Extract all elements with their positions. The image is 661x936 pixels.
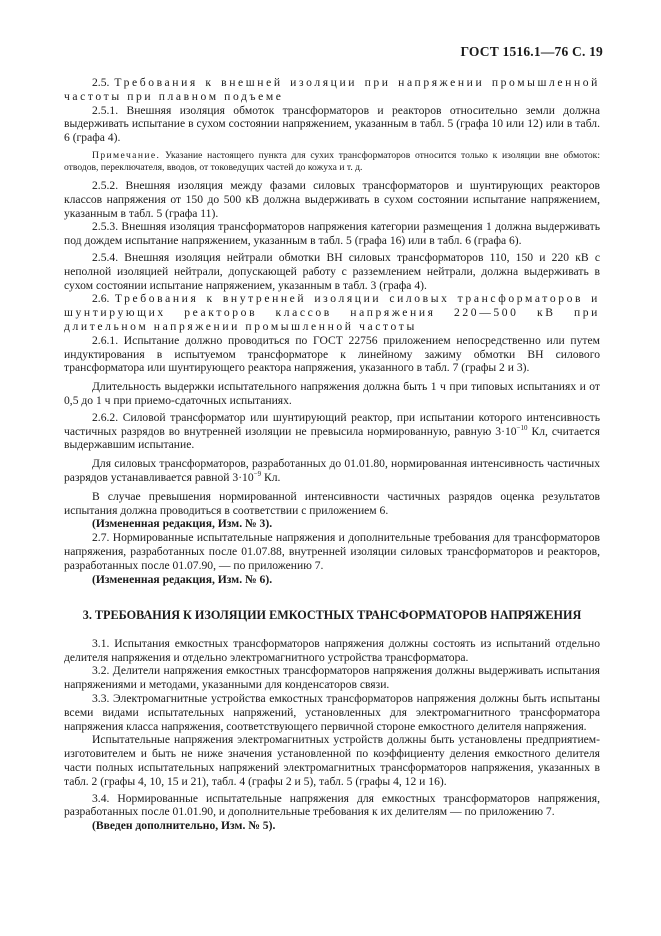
paragraph-2-7: 2.7. Нормированные испытательные напряжения и дополнительные требования для трансформаторов напряжения, разработанных после 01.07.88, внутренней изоляции силовых трансформаторов и реакторов, разработанных после 01.07.90, — по приложению 7. (64, 531, 600, 572)
text-part: Для силовых трансформаторов, разработанных до 01.01.80, нормированная интенсивность частичных разрядов устанавливается равной 3·10 (64, 457, 600, 484)
paragraph-2-5-3: 2.5.3. Внешняя изоляция трансформаторов напряжения категории размещения 1 должна выдерживать под дождем испытание напряжением, указанным в табл. 5 (графа 16) или в табл. 6 (графа 6). (64, 220, 600, 248)
paragraph-2-6 (64, 292, 600, 333)
note-text: Указание настоящего пункта для сухих трансформаторов относится только к изоляции вне обмоток: отводов, переключателя, вводов, от токоведущих частей до кожуха и т. д. (64, 149, 600, 173)
paragraph-3-2: 3.2. Делители напряжения емкостных трансформаторов напряжения должны выдерживать испытания напряжениями и методами, указанными для конденсаторов связи. (64, 664, 600, 692)
page-header: ГОСТ 1516.1—76 С. 19 (460, 44, 603, 59)
text-part: 2.6.2. Силовой трансформатор или шунтирующий реактор, при испытании которого интенсивность частичных разрядов во внутренней изоляции не превысила нормированную, равную 3·10 (64, 410, 600, 438)
clause-number: 2.5. (92, 76, 115, 89)
paragraph-3-3: 3.3. Электромагнитные устройства емкостных трансформаторов напряжения должны быть испытаны всеми видами испытательных напряжений, установленных для электромагнитного трансформатора напряжения класса напряжения, соответствующего первичной стороне емкостного делителя напряжения. (64, 691, 600, 733)
clause-title: Требования к внешней изоляции при напряжении промышленной частоты при плавном подъеме (64, 76, 600, 103)
paragraph-exceed: В случае превышения нормированной интенсивности частичных разрядов оценка результатов испытания должна проводиться в соответствии с приложением 6. (64, 489, 600, 517)
paragraph-2-5 (64, 76, 600, 104)
paragraph-test-voltages: Испытательные напряжения электромагнитных устройств должны быть установлены предприятием-изготовителем и быть не ниже значения установленной по коэффициенту деления емкостного делителя части полных испытательных напряжений электромагнитных трансформаторов напряжения, указанных в табл. 2 (графы 4, 10, 15 и 21), табл. 4 (графы 2 и 5), табл. 5 (графы 4, 12 и 16). (64, 733, 600, 788)
paragraph-2-6-2 (64, 411, 600, 452)
edit-note-5: (Введен дополнительно, Изм. № 5). (92, 819, 276, 833)
clause-number: 2.6. (92, 292, 115, 306)
section-3-title: 3. ТРЕБОВАНИЯ К ИЗОЛЯЦИИ ЕМКОСТНЫХ ТРАНСФОРМАТОРОВ НАПРЯЖЕНИЯ (82, 608, 582, 623)
paragraph-norm (64, 457, 600, 485)
paragraph-2-6-1: 2.6.1. Испытание должно проводиться по ГОСТ 22756 приложением непосредственно или путем индуктирования в испытуемом трансформаторе к линейному зажиму обмотки ВН силового трансформатора или шунтирующего реактора напряжения, указанного в табл. 7 (графы 2 и 3). (64, 333, 600, 375)
paragraph-2-5-4: 2.5.4. Внешняя изоляция нейтрали обмотки ВН силовых трансформаторов 110, 150 и 220 кВ с неполной изоляцией нейтрали, допускающей работу с разземлением нейтрали, должна выдерживать в сухом состоянии испытание напряжением, указанным в табл. 3 (графа 4). (64, 250, 600, 292)
paragraph-3-1: 3.1. Испытания емкостных трансформаторов напряжения должны состоять из испытаний отдельно делителя напряжения и отдельно электромагнитного устройства трансформатора. (64, 636, 600, 664)
note-label: Примечание. (92, 149, 161, 161)
text-part: Кл, считается выдержавшим испытание. (64, 424, 600, 452)
clause-title: Требования к внутренней изоляции силовых трансформаторов и шунтирующих реакторов классов напряжения 220—500 кВ при длительном напряжении промышленной частоты (64, 292, 600, 333)
paragraph-2-5-2: 2.5.2. Внешняя изоляция между фазами силовых трансформаторов и шунтирующих реакторов классов напряжения от 150 до 500 кВ должна выдерживать в сухом состоянии испытание напряжением, указанным в табл. 5 (графа 11). (64, 178, 600, 220)
edit-note-3: (Измененная редакция, Изм. № 3). (92, 517, 273, 531)
exponent: −10 (516, 423, 528, 432)
paragraph-duration: Длительность выдержки испытательного напряжения должна быть 1 ч при типовых испытаниях и от 0,5 до 1 ч при приемо-сдаточных испытаниях. (64, 380, 600, 407)
paragraph-3-4: 3.4. Нормированные испытательные напряжения для емкостных трансформаторов напряжения, разработанных после 01.01.90, и дополнительные требования к их делителям — по приложению 7. (64, 791, 600, 819)
exponent: −9 (253, 470, 262, 479)
document-body (64, 76, 600, 833)
paragraph-2-5-1: 2.5.1. Внешняя изоляция обмоток трансформаторов и реакторов относительно земли должна выдерживать испытание в сухом состоянии напряжением, указанным в табл. 5 (графа 10 или 12) или в табл. 6 (графа 4). (64, 103, 600, 145)
text-part: Кл. (261, 470, 281, 484)
note (64, 150, 600, 174)
edit-note-6: (Измененная редакция, Изм. № 6). (92, 572, 273, 586)
